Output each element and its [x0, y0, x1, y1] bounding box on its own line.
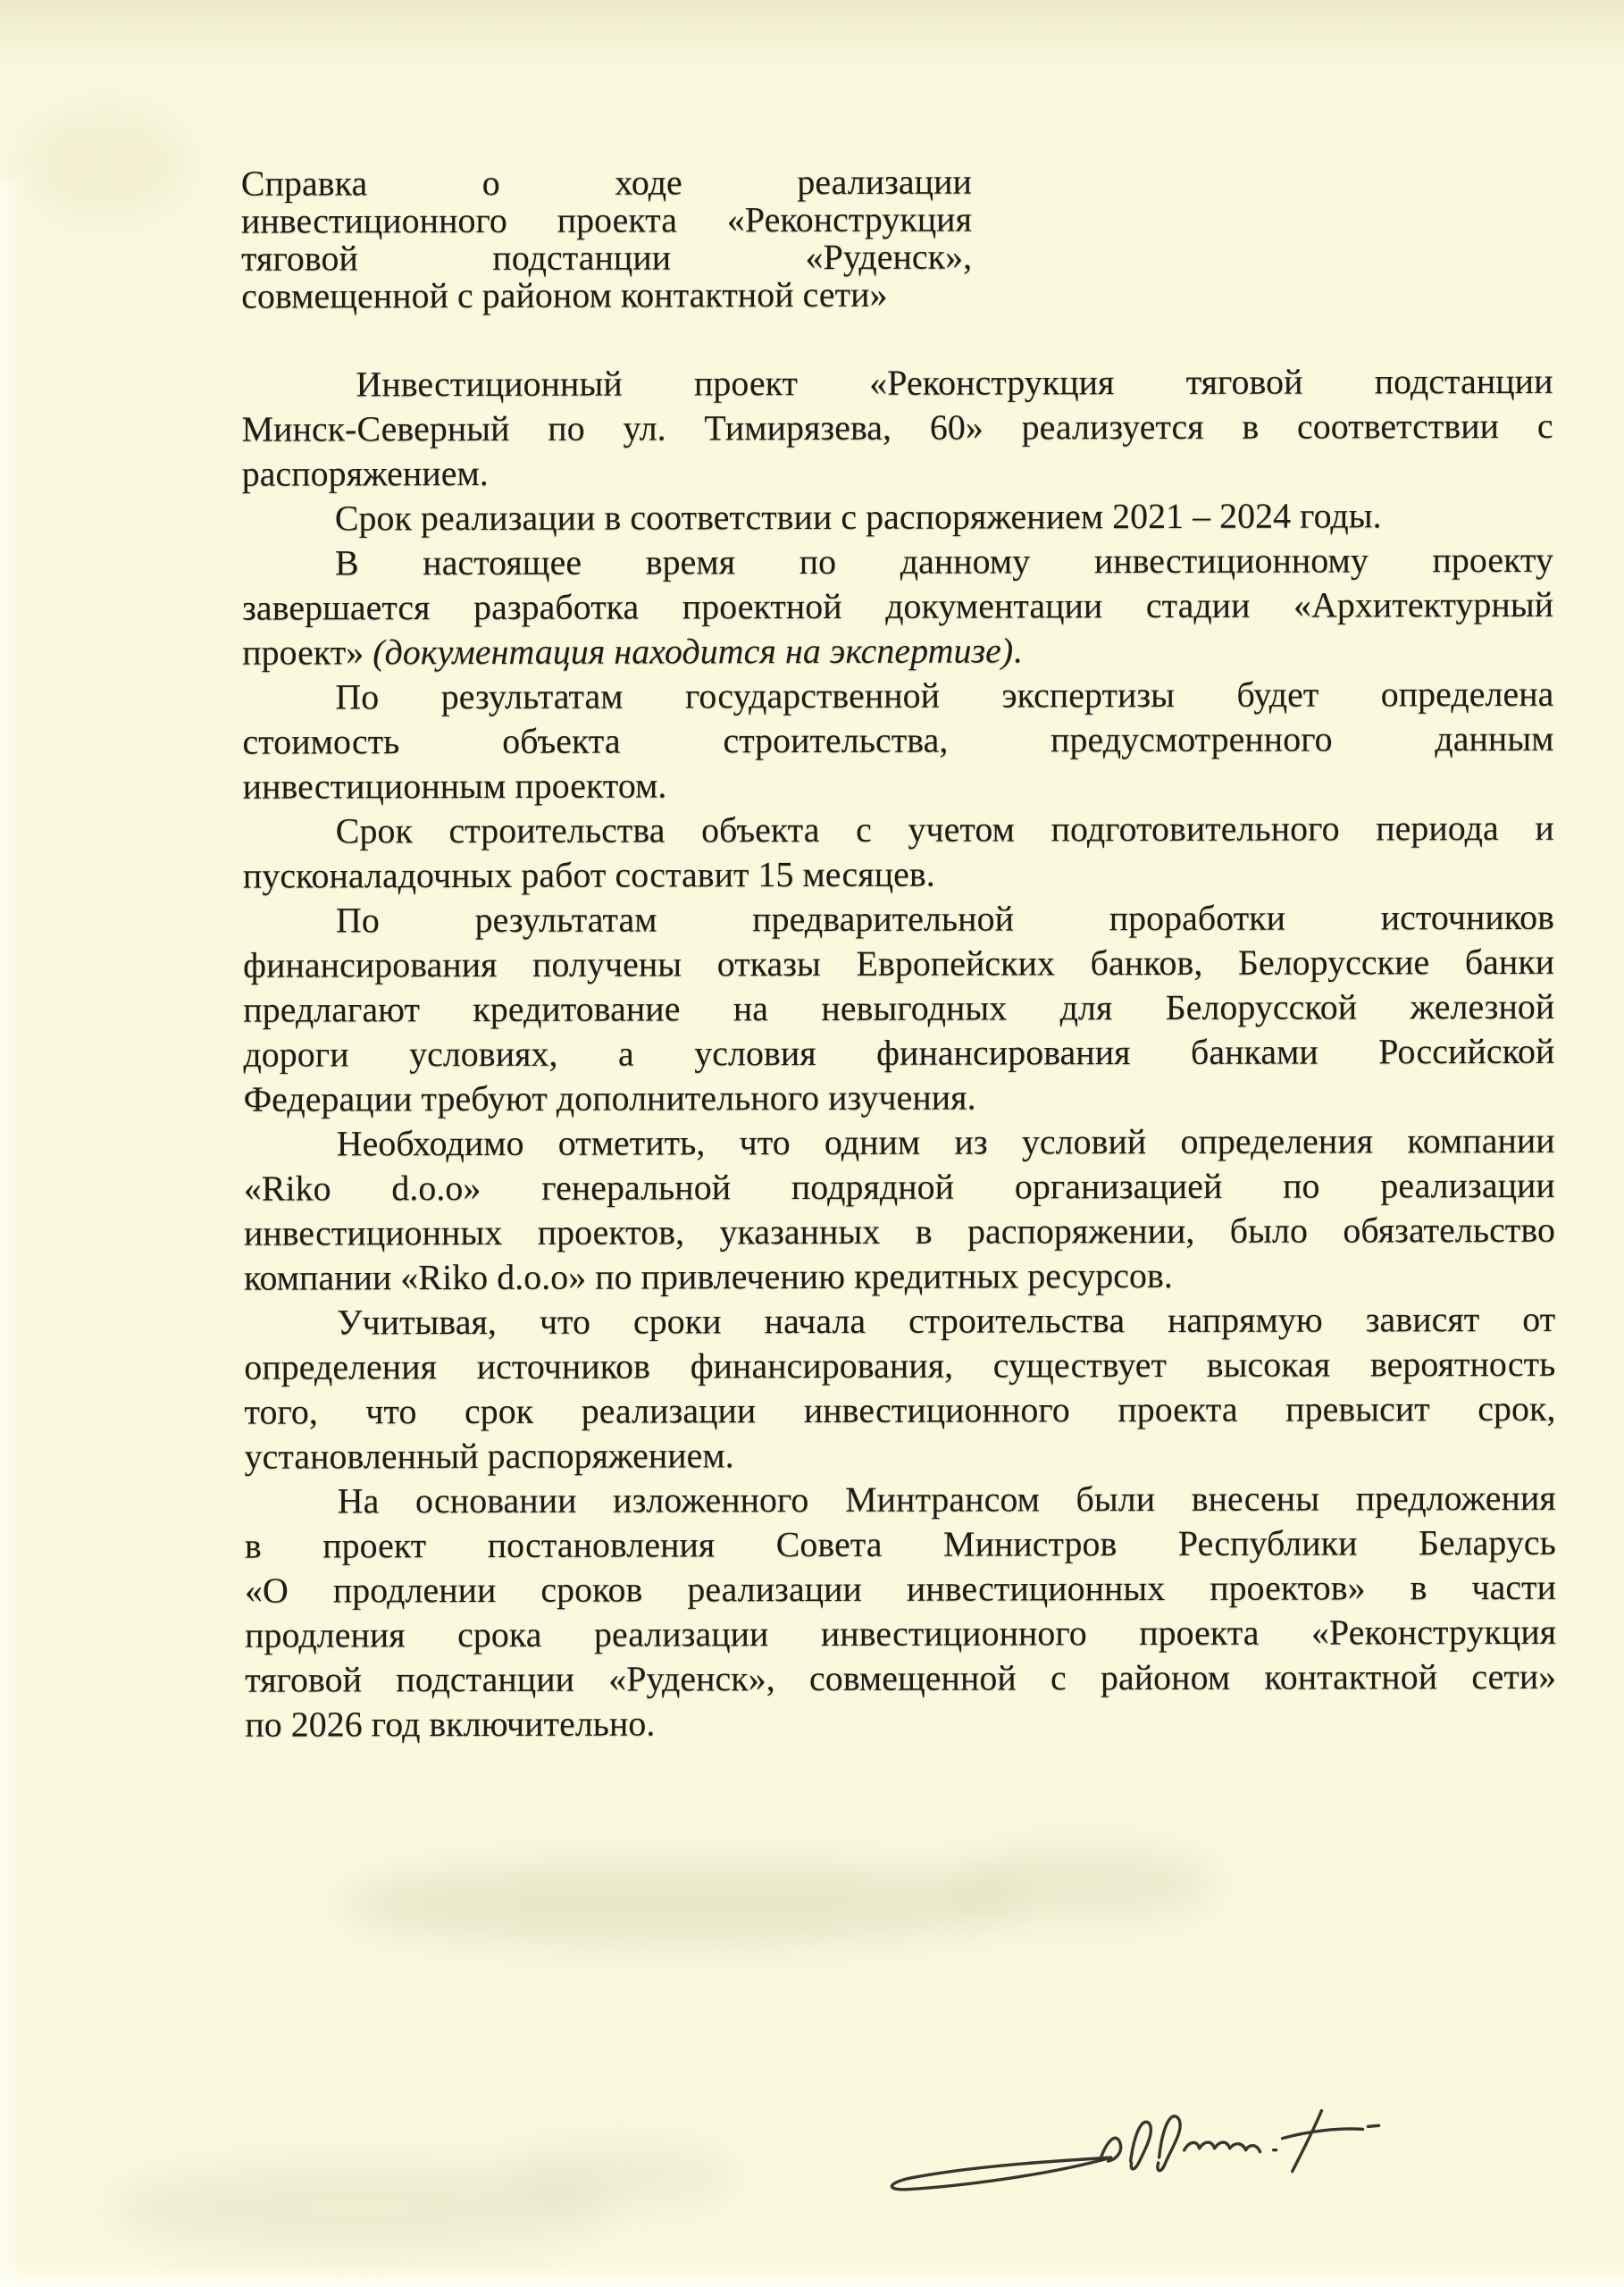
text-line: продления срока реализации инвестиционного проекта «Реконструкция — [245, 1611, 1557, 1655]
text-line: Срок реализации в соответствии с распоряжением 2021 – 2024 годы. — [334, 495, 1382, 539]
paragraph — [242, 672, 1553, 809]
text-line: Необходимо отметить, что одним из условий определения компании — [336, 1119, 1555, 1164]
text-line: пусконаладочных работ составит 15 месяцев. — [242, 853, 935, 896]
signature-scribble — [1185, 2142, 1260, 2152]
text-line: По результатам предварительной проработки источников — [335, 896, 1555, 941]
paragraph — [245, 1476, 1557, 1747]
signature-letter-f — [1158, 2116, 1181, 2171]
text-line: Федерации требуют дополнительного изучения. — [243, 1076, 976, 1119]
text-line: установленный распоряжением. — [244, 1435, 734, 1477]
scan-smudge — [342, 1862, 1021, 1944]
text-line: тяговой подстанции «Руденск», — [241, 236, 973, 279]
paragraph — [241, 359, 1553, 497]
scan-smudge — [950, 1848, 1218, 1921]
text-line: дороги условиях, а условия финансирования банками Российской — [243, 1030, 1555, 1075]
scan-smudge — [111, 2163, 611, 2253]
signature-tail-dash — [1369, 2125, 1379, 2126]
text-line: Срок строительства объекта с учетом подготовительного периода и — [335, 807, 1554, 851]
text-line: предлагают кредитование на невыгодных для Белорусской железной — [243, 985, 1555, 1030]
text-line: инвестиционного проекта «Реконструкция — [240, 198, 973, 241]
text-line: проект» (документация находится на экспертизе). — [242, 630, 1023, 673]
text-line: Справка о ходе реализации — [240, 161, 972, 204]
scan-smudge — [504, 2144, 736, 2207]
paragraph — [242, 538, 1553, 675]
text-line: завершается разработка проектной документации стадии «Архитектурный — [242, 583, 1554, 628]
text-line: «О продлении сроков реализации инвестиционных проектов» в части — [244, 1566, 1557, 1611]
paragraph — [244, 1297, 1556, 1479]
signature-tail-stroke — [1293, 2111, 1322, 2172]
paragraph — [243, 895, 1555, 1122]
text-line: по 2026 год включительно. — [245, 1703, 656, 1745]
text-line: По результатам государственной экспертизы будет определена — [335, 673, 1554, 717]
document-title — [241, 163, 972, 315]
text-line: Учитывая, что сроки начала строительства напрямую зависят от — [337, 1298, 1556, 1343]
scan-smudge — [25, 109, 186, 216]
text-line: финансирования получены отказы Европейских банков, Белорусские банки — [243, 941, 1555, 985]
text-line: определения источников финансирования, существует высокая вероятность — [244, 1343, 1556, 1387]
signature-tail-cross — [1283, 2129, 1363, 2139]
document-body — [241, 359, 1556, 1747]
paragraph — [242, 493, 1553, 541]
text-line: тяговой подстанции «Руденск», совмещенной с районом контактной сети» — [245, 1655, 1557, 1700]
text-line: в проект постановления Совета Министров Республики Беларусь — [244, 1521, 1556, 1566]
signature-flourish — [892, 2157, 1110, 2190]
text-line: В настоящее время по данному инвестиционному проекту — [334, 539, 1554, 583]
text-line: Инвестиционный проект «Реконструкция тяговой подстанции — [356, 360, 1553, 405]
handwritten-signature — [880, 2096, 1380, 2222]
paragraph — [244, 1118, 1556, 1301]
text-line: «Riko d.o.o» генеральной подрядной организацией по реализации — [243, 1164, 1555, 1209]
text-line: распоряжением. — [241, 452, 489, 494]
text-line: стоимость объекта строительства, предусмотренного данным — [242, 717, 1554, 762]
text-line: того, что срок реализации инвестиционного проекта превысит срок, — [244, 1387, 1556, 1432]
text-line: На основании изложенного Минтрансом были внесены предложения — [337, 1477, 1556, 1521]
text-line: совмещенной с районом контактной сети» — [241, 273, 888, 316]
text-line: Минск-Северный по ул. Тимирязева, 60» реализуется в соответствии с — [241, 405, 1553, 449]
text-line: инвестиционных проектов, указанных в распоряжении, было обязательство — [243, 1209, 1555, 1253]
signature-letter-b — [1131, 2122, 1151, 2169]
text-line: компании «Riko d.o.o» по привлечению кредитных ресурсов. — [244, 1254, 1173, 1298]
text-line: инвестиционным проектом. — [242, 765, 667, 807]
paragraph — [243, 806, 1554, 899]
